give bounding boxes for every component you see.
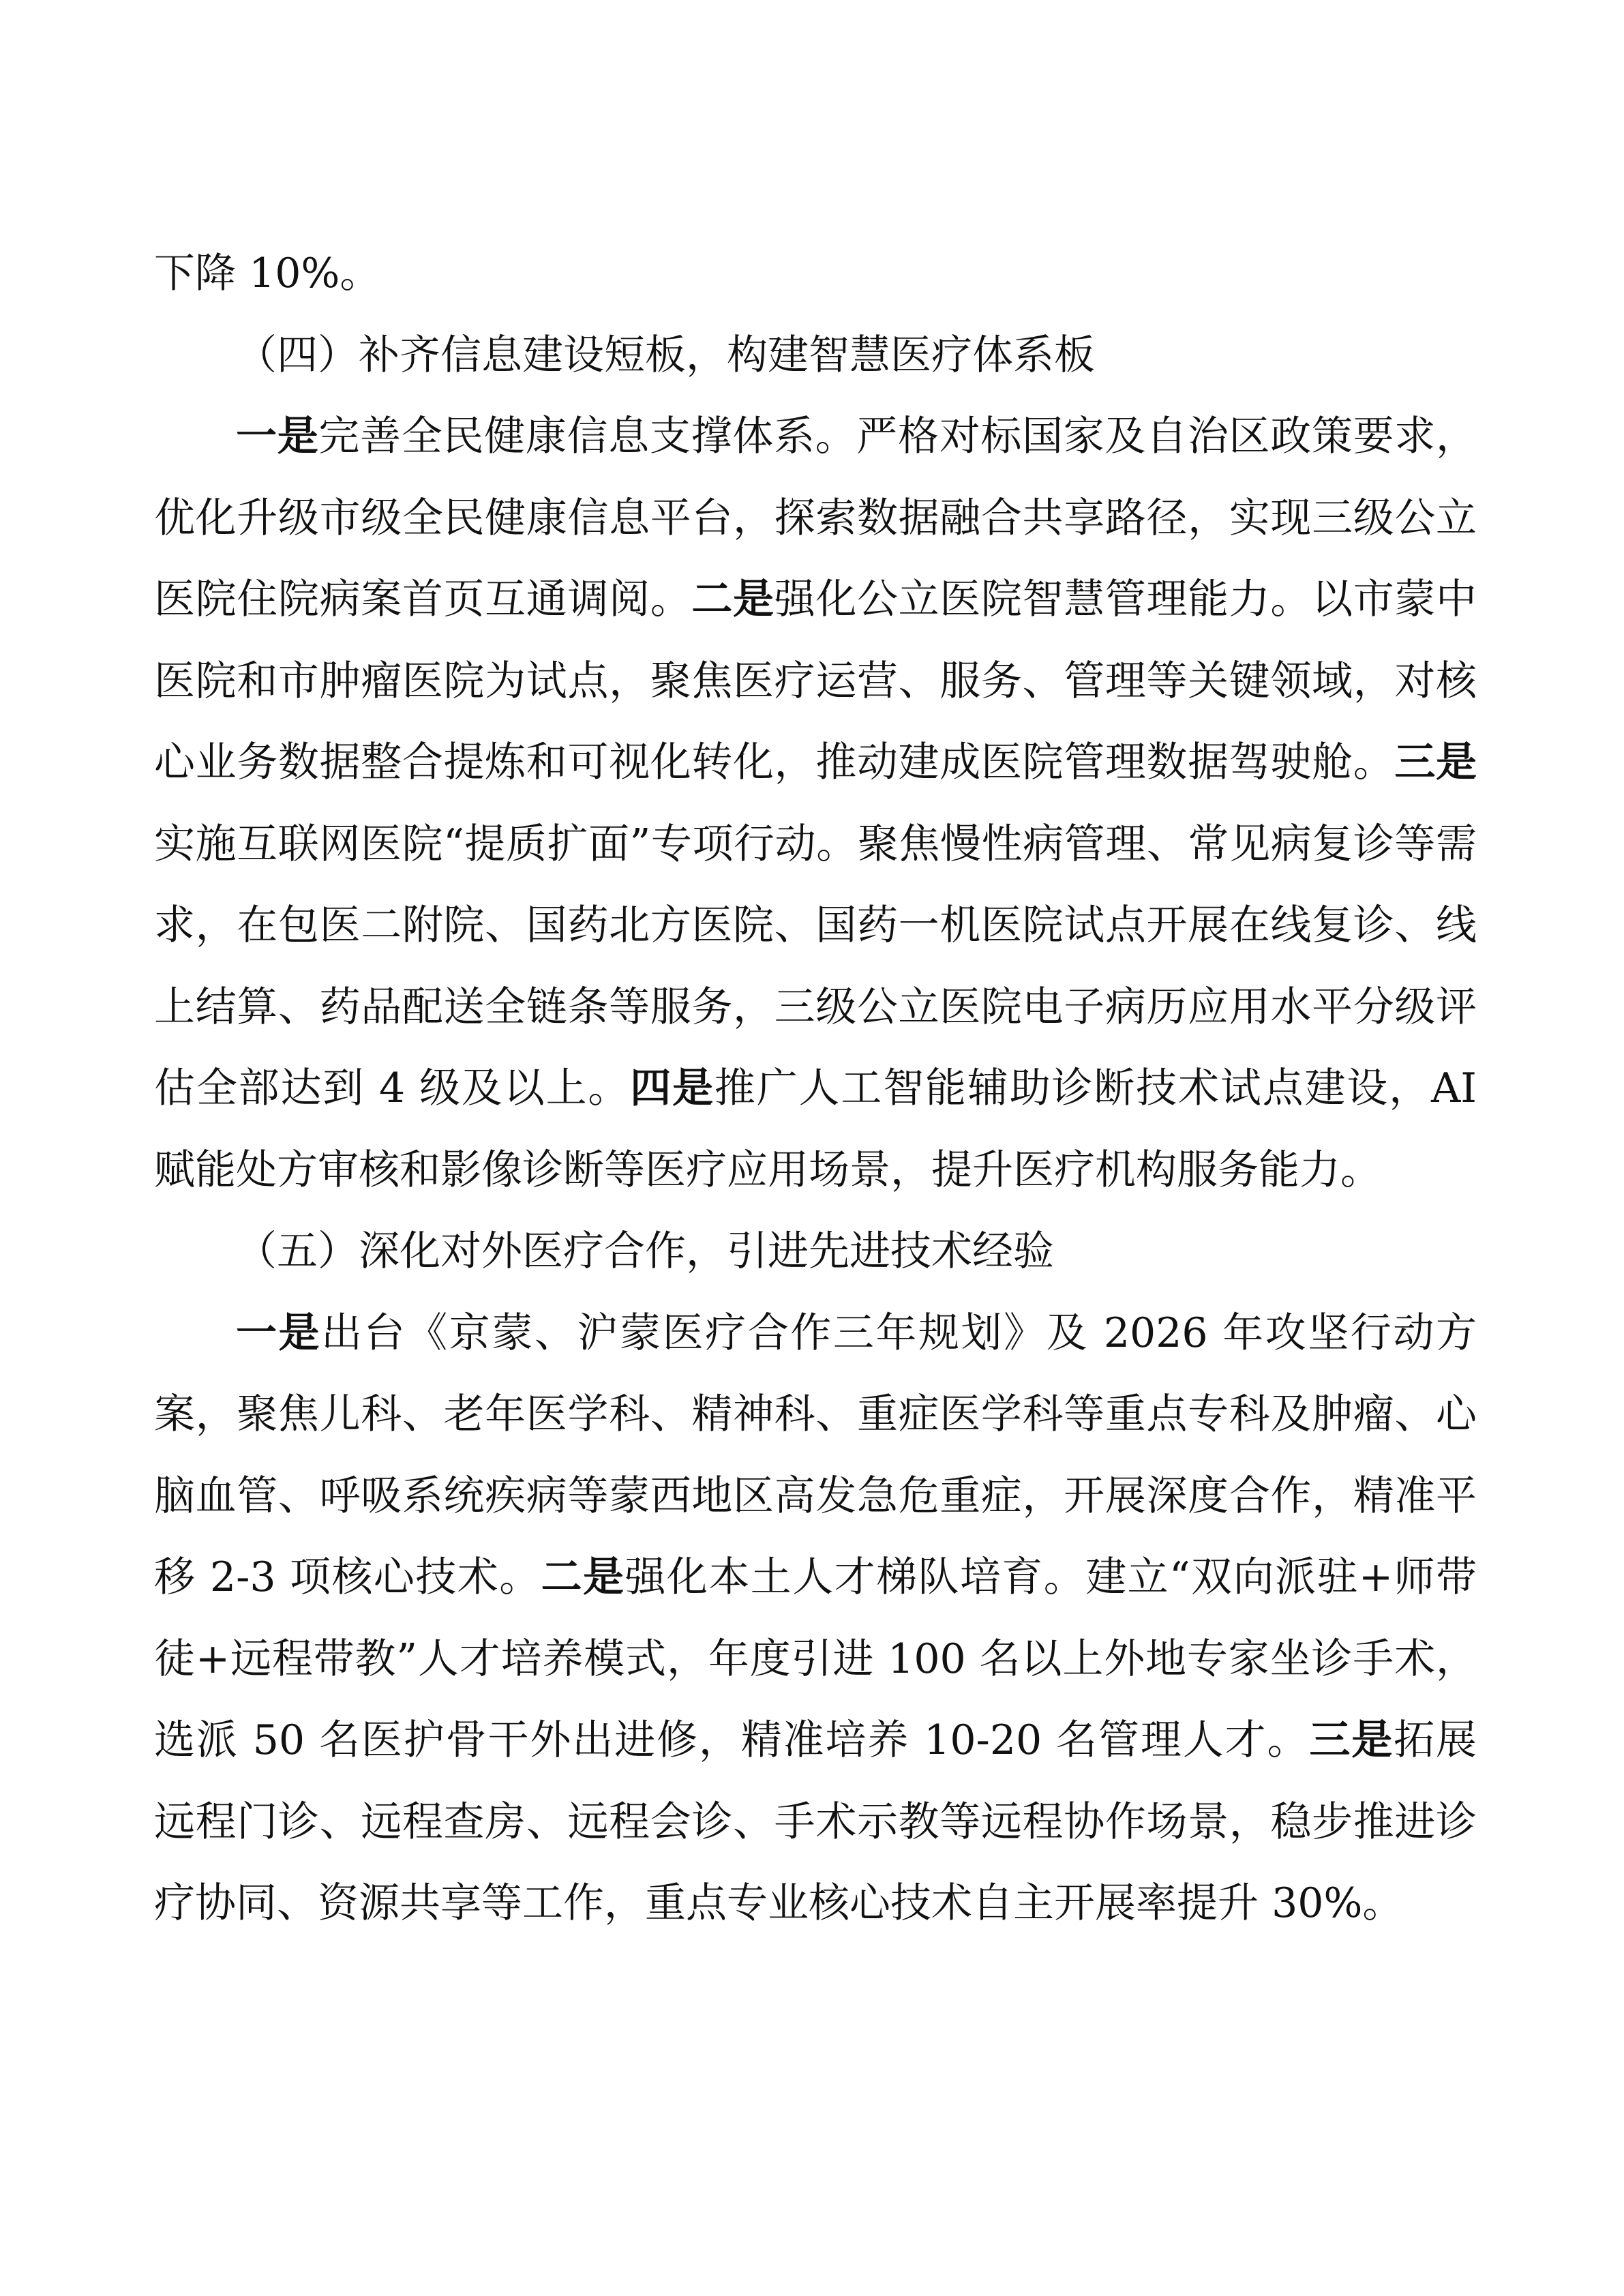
item-1-lead: 一是 xyxy=(236,413,319,460)
item-3-text: 实施互联网医院“提质扩面”专项行动。聚焦慢性病管理、常见病复诊等需求，在包医二附院、国药北方医院、国药一机医院试点开展在线复诊、线上结算、药品配送全链条等服务，三级公立医院电子病历应用水平分级评估全部达到 4 级及以上。 xyxy=(154,820,1477,1112)
continuation-text: 下降 10%。 xyxy=(154,250,381,297)
item-4-lead: 四是 xyxy=(630,1064,715,1112)
item-1-text: 完善全民健康信息支撑体系。严格对标国家及自治区政策要求，优化升级市级全民健康信息平台，探索数据融合共享路径，实现三级公立医院住院病案首页互通调阅。 xyxy=(154,413,1477,623)
item-3-lead: 三是 xyxy=(1394,739,1477,786)
item-3-lead: 三是 xyxy=(1309,1716,1394,1764)
section-heading-4-text: （四）补齐信息建设短板，构建智慧医疗体系板 xyxy=(236,331,1095,379)
paragraph-section-5 xyxy=(154,1293,1477,1945)
item-4-text: 推广人工智能辅助诊断技术试点建设，AI 赋能处方审核和影像诊断等医疗应用场景，提升医疗机构服务能力。 xyxy=(154,1064,1477,1194)
item-3-text: 拓展远程门诊、远程查房、远程会诊、手术示教等远程协作场景，稳步推进诊疗协同、资源共享等工作，重点专业核心技术自主开展率提升 30%。 xyxy=(154,1716,1477,1927)
section-heading-4 xyxy=(154,315,1477,397)
document-page xyxy=(154,233,1477,1945)
item-2-text: 强化公立医院智慧管理能力。以市蒙中医院和市肿瘤医院为试点，聚焦医疗运营、服务、管理等关键领域，对核心业务数据整合提炼和可视化转化，推动建成医院管理数据驾驶舱。 xyxy=(154,576,1477,786)
item-1-text: 出台《京蒙、沪蒙医疗合作三年规划》及 2026 年攻坚行动方案，聚焦儿科、老年医学科、精神科、重症医学科等重点专科及肿瘤、心脑血管、呼吸系统疾病等蒙西地区高发急危重症，开展深度合作，精准平移 2-3 项核心技术。 xyxy=(154,1309,1477,1601)
item-2-text: 强化本土人才梯队培育。建立“双向派驻+师带徒+远程带教”人才培养模式，年度引进 100 名以上外地专家坐诊手术，选派 50 名医护骨干外出进修，精准培养 10-20 名管理人才。 xyxy=(154,1553,1477,1764)
item-2-lead: 二是 xyxy=(691,576,775,623)
item-1-lead: 一是 xyxy=(236,1309,322,1357)
paragraph-section-4 xyxy=(154,396,1477,1211)
item-2-lead: 二是 xyxy=(541,1553,625,1601)
paragraph-continuation xyxy=(154,233,1477,315)
section-heading-5-text: （五）深化对外医疗合作，引进先进技术经验 xyxy=(236,1227,1054,1275)
section-heading-5 xyxy=(154,1211,1477,1293)
